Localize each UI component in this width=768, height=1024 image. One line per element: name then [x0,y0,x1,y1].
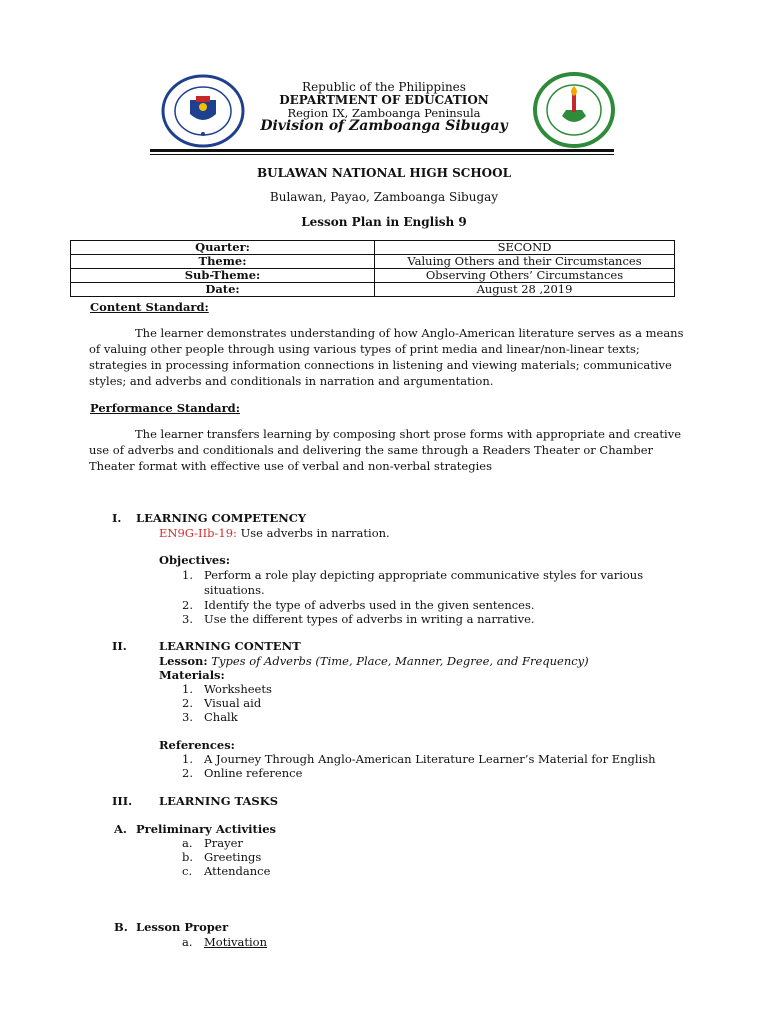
activity-item: Prayer [204,836,243,850]
school-name: BULAWAN NATIONAL HIGH SCHOOL [256,166,512,180]
subsection-a-title: Preliminary Activities [136,822,276,836]
lesson-info-table [70,240,675,297]
objective-num: 3. [182,612,193,626]
section3-title: LEARNING TASKS [159,794,279,808]
content-standard-body: The learner demonstrates understanding of how Anglo-American literature serves as a means of valuing other people through using various types of print media and linear/non-linear texts; strategies in processing information connections in listening and viewing materials; communicative styles; and adverbs and conditionals in narration and argumentation. [89,326,684,388]
reference-num: 2. [182,766,193,780]
activity-item: Attendance [204,864,271,878]
quarter-label: Quarter: [71,241,375,255]
proper-letter: a. [182,935,193,949]
section3-numeral: III. [112,794,133,808]
objective-num: 2. [182,598,193,612]
table-row [71,255,675,269]
objective-item: Perform a role play depicting appropriate communicative styles for various [204,568,644,582]
section1-title: LEARNING COMPETENCY [136,511,307,525]
date-value: August 28 ,2019 [375,283,675,297]
lesson-plan-title: Lesson Plan in English 9 [301,215,467,229]
objective-item: Identify the type of adverbs used in the given sentences. [204,598,535,612]
table-row [71,241,675,255]
section2-title: LEARNING CONTENT [159,639,301,653]
activity-item: Greetings [204,850,262,864]
competency-code: EN9G-IIb-19: [159,526,237,540]
material-num: 1. [182,682,193,696]
subsection-b-letter: B. [114,920,128,934]
department-line: DEPARTMENT OF EDUCATION [279,93,489,107]
header-rule-thin [150,154,614,155]
references-label: References: [159,738,235,752]
objective-item-cont: situations. [204,583,265,597]
lesson-label: Lesson: [159,654,208,668]
activity-letter: c. [182,864,193,878]
theme-label: Theme: [71,255,375,269]
subtheme-label: Sub-Theme: [71,269,375,283]
objective-item: Use the different types of adverbs in writing a narrative. [204,612,535,626]
header-rule-thick [150,149,614,152]
competency-line [159,526,390,540]
performance-standard-text [89,426,689,474]
subtheme-value: Observing Others’ Circumstances [375,269,675,283]
table-row [71,283,675,297]
reference-item: A Journey Through Anglo-American Literature Learner’s Material for English [204,752,656,766]
competency-text: Use adverbs in narration. [240,526,390,540]
division-line: Division of Zamboanga Sibugay [260,118,508,134]
date-label: Date: [71,283,375,297]
subsection-a-letter: A. [114,822,127,836]
material-item: Visual aid [204,696,262,710]
activity-letter: a. [182,836,193,850]
lesson-line [159,654,589,668]
quarter-value: SECOND [375,241,675,255]
activity-letter: b. [182,850,194,864]
table-row [71,269,675,283]
section1-numeral: I. [112,511,122,525]
content-standard-label: Content Standard: [90,300,209,314]
performance-standard-label: Performance Standard: [90,401,240,415]
performance-standard-body: The learner transfers learning by composing short prose forms with appropriate and creative use of adverbs and conditionals and delivering the same through a Readers Theater or Chamber Theater format with effective use of verbal and non-verbal strategies [89,427,682,473]
content-standard-text [89,325,689,389]
republic-line: Republic of the Philippines [302,80,466,94]
subsection-b-title: Lesson Proper [136,920,229,934]
material-num: 3. [182,710,193,724]
reference-num: 1. [182,752,193,766]
lesson-topic: Types of Adverbs (Time, Place, Manner, Degree, and Frequency) [211,654,589,668]
material-item: Chalk [204,710,238,724]
region-line: Region IX, Zamboanga Peninsula [287,106,481,120]
material-item: Worksheets [204,682,272,696]
reference-item: Online reference [204,766,303,780]
objective-num: 1. [182,568,193,582]
material-num: 2. [182,696,193,710]
proper-item: Motivation [204,935,267,949]
materials-label: Materials: [159,668,225,682]
school-address: Bulawan, Payao, Zamboanga Sibugay [269,190,499,204]
section2-numeral: II. [112,639,127,653]
objectives-label: Objectives: [159,553,230,567]
theme-value: Valuing Others and their Circumstances [375,255,675,269]
